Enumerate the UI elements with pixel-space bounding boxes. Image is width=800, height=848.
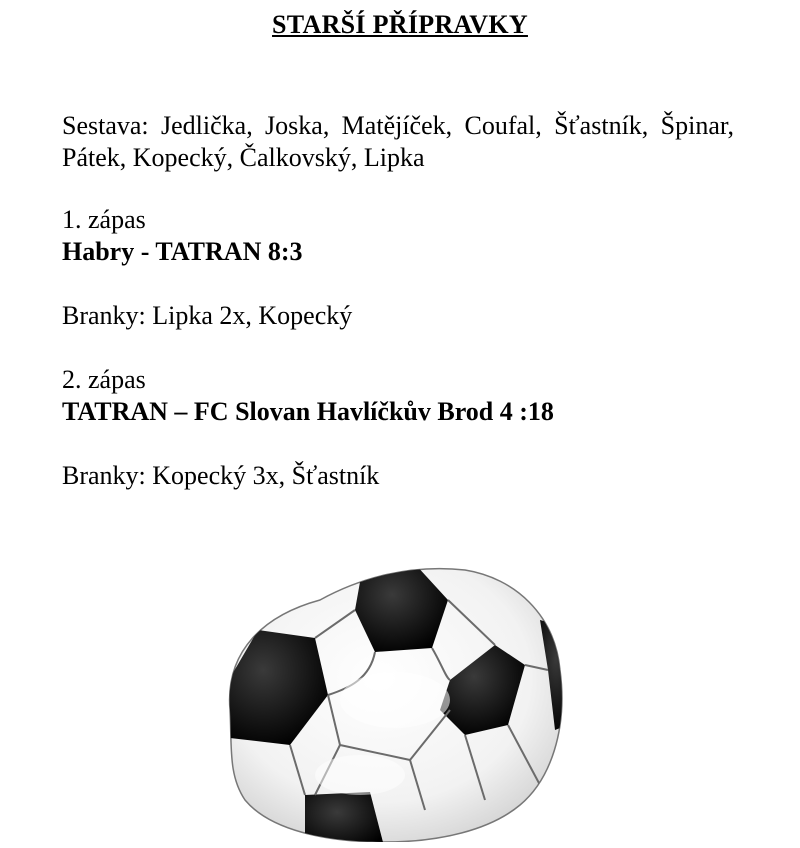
- soccer-ball-chair-icon: [210, 560, 570, 842]
- match-1-scorers: Branky: Lipka 2x, Kopecký: [62, 301, 353, 330]
- page-title: STARŠÍ PŘÍPRAVKY: [272, 10, 528, 39]
- match-1-result: Habry - TATRAN 8:3: [62, 237, 303, 266]
- match-2-result: TATRAN – FC Slovan Havlíčkův Brod 4 :18: [62, 397, 554, 426]
- match-2-label: 2. zápas: [62, 365, 146, 394]
- match-1-label: 1. zápas: [62, 205, 146, 234]
- lineup-paragraph: Sestava: Jedlička, Joska, Matějíček, Coufal, Šťastník, Špinar, Pátek, Kopecký, Čalkovský, Lipka: [62, 111, 734, 172]
- match-2-scorers: Branky: Kopecký 3x, Šťastník: [62, 461, 380, 490]
